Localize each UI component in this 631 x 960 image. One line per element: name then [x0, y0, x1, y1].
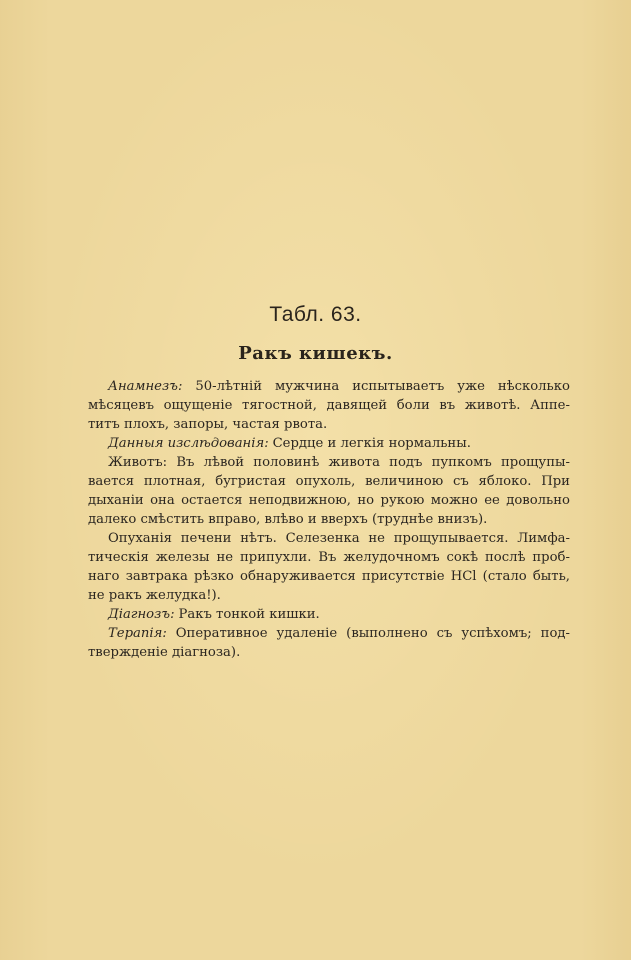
findings-line-1: Сердце и легкія нормальны.: [272, 436, 471, 451]
text-line: [88, 434, 570, 453]
page-title: Ракъ кишекъ.: [238, 343, 393, 364]
swelling-line-3: наго завтрака рѣзко обнаруживается присутствіе HCl (стало быть,: [88, 569, 570, 584]
abdomen-line-4: далеко смѣстить вправо, влѣво и вверхъ (труднѣе внизъ).: [88, 512, 488, 527]
anamnesis-line-2: мѣсяцевъ ощущеніе тягостной, давящей боли въ животѣ. Аппе-: [88, 398, 570, 413]
therapy-label: Терапія:: [108, 626, 167, 641]
diagnosis-line-1: Ракъ тонкой кишки.: [178, 607, 320, 622]
anamnesis-line-3: титъ плохъ, запоры, частая рвота.: [88, 417, 328, 432]
therapy-line-2: твержденіе діагноза).: [88, 645, 241, 660]
text-line: Анамнезъ: 50-лѣтній мужчина испытываетъ уже нѣсколько: [108, 379, 570, 394]
diagnosis-label: Діагнозъ:: [108, 607, 175, 622]
case-text: [88, 377, 570, 662]
abdomen-line-1: Животъ: Въ лѣвой половинѣ живота подъ пупкомъ прощупы-: [108, 455, 570, 470]
text-line: Терапія: Оперативное удаленіе (выполнено съ успѣхомъ; под-: [108, 626, 570, 641]
abdomen-line-2: вается плотная, бугристая опухоль, величиною съ яблоко. При: [88, 474, 570, 489]
anamnesis-label: Анамнезъ:: [108, 379, 183, 394]
swelling-line-4: не ракъ желудка!).: [88, 588, 221, 603]
swelling-line-1: Опуханія печени нѣтъ. Селезенка не прощупывается. Лимфа-: [108, 531, 570, 546]
table-number: Табл. 63.: [269, 303, 362, 326]
findings-label: Данныя изслѣдованія:: [108, 436, 269, 451]
swelling-line-2: тическія железы не припухли. Въ желудочномъ сокѣ послѣ проб-: [88, 550, 570, 565]
text-line: [88, 605, 570, 624]
abdomen-line-3: дыханіи она остается неподвижною, но рукою можно ее довольно: [88, 493, 570, 508]
